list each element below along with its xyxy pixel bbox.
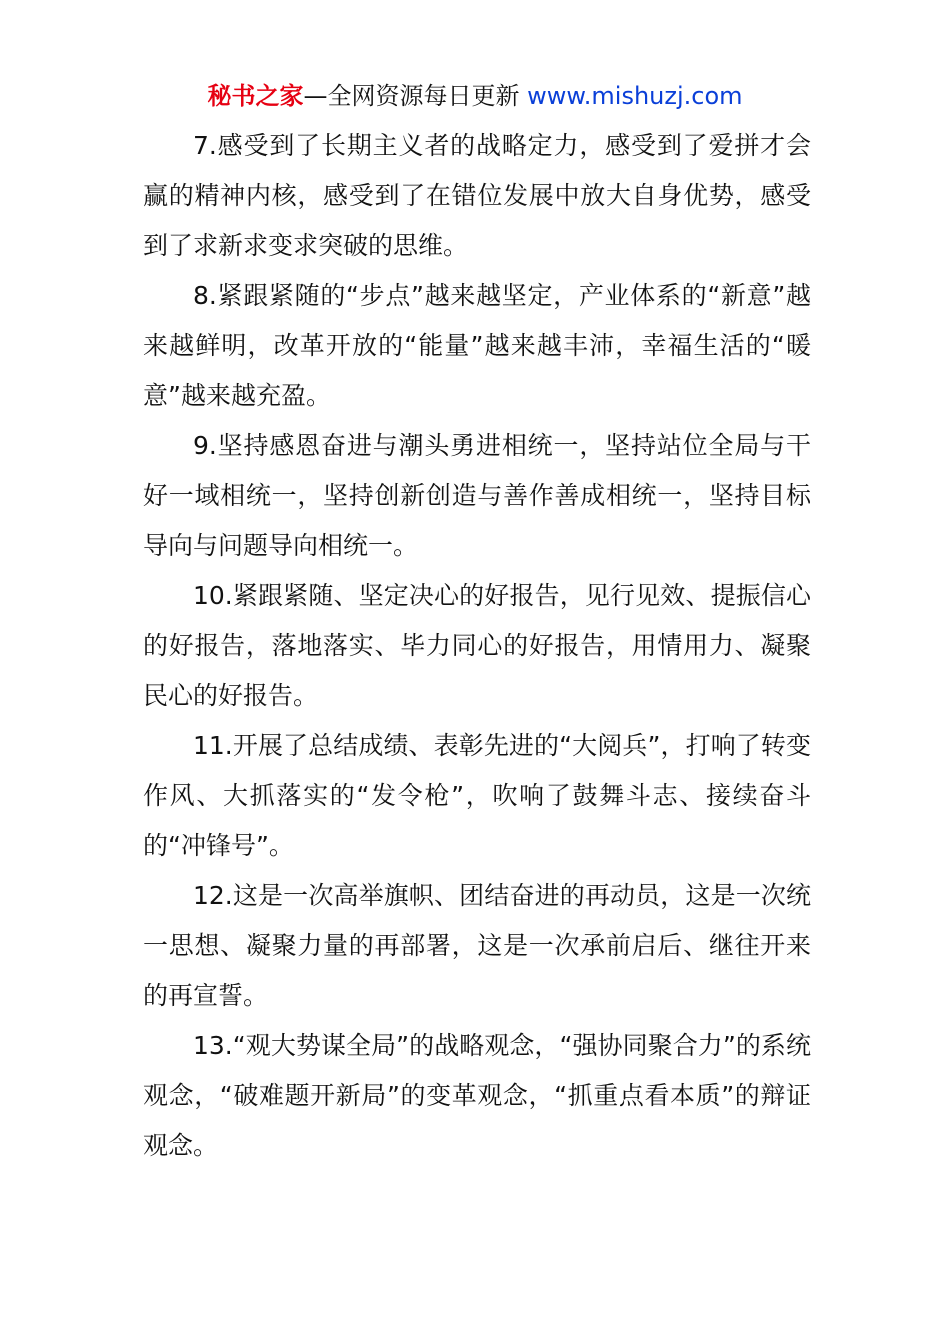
paragraph-8: 8.紧跟紧随的“步点”越来越坚定，产业体系的“新意”越来越鲜明，改革开放的“能量”越来越丰沛，幸福生活的“暖意”越来越充盈。 [143, 281, 811, 410]
paragraph-13: 13.“观大势谋全局”的战略观念，“强协同聚合力”的系统观念，“破难题开新局”的变革观念，“抓重点看本质”的辩证观念。 [143, 1031, 811, 1160]
paragraph-11: 11.开展了总结成绩、表彰先进的“大阅兵”，打响了转变作风、大抓落实的“发令枪”，吹响了鼓舞斗志、接续奋斗的“冲锋号”。 [143, 731, 811, 860]
paragraph-10: 10.紧跟紧随、坚定决心的好报告，见行见效、提振信心的好报告，落地落实、毕力同心的好报告，用情用力、凝聚民心的好报告。 [143, 581, 811, 710]
site-tagline: —全网资源每日更新 [303, 82, 520, 110]
paragraph-7: 7.感受到了长期主义者的战略定力，感受到了爱拼才会赢的精神内核，感受到了在错位发展中放大自身优势，感受到了求新求变求突破的思维。 [143, 131, 811, 260]
site-header [0, 80, 950, 112]
document-body [143, 121, 811, 1171]
site-url-link[interactable]: www.mishuzj.com [527, 82, 743, 110]
paragraph-12: 12.这是一次高举旗帜、团结奋进的再动员，这是一次统一思想、凝聚力量的再部署，这是一次承前启后、继往开来的再宣誓。 [143, 881, 811, 1010]
paragraph-9: 9.坚持感恩奋进与潮头勇进相统一，坚持站位全局与干好一域相统一，坚持创新创造与善作善成相统一，坚持目标导向与问题导向相统一。 [143, 431, 811, 560]
site-brand: 秘书之家 [207, 82, 304, 110]
